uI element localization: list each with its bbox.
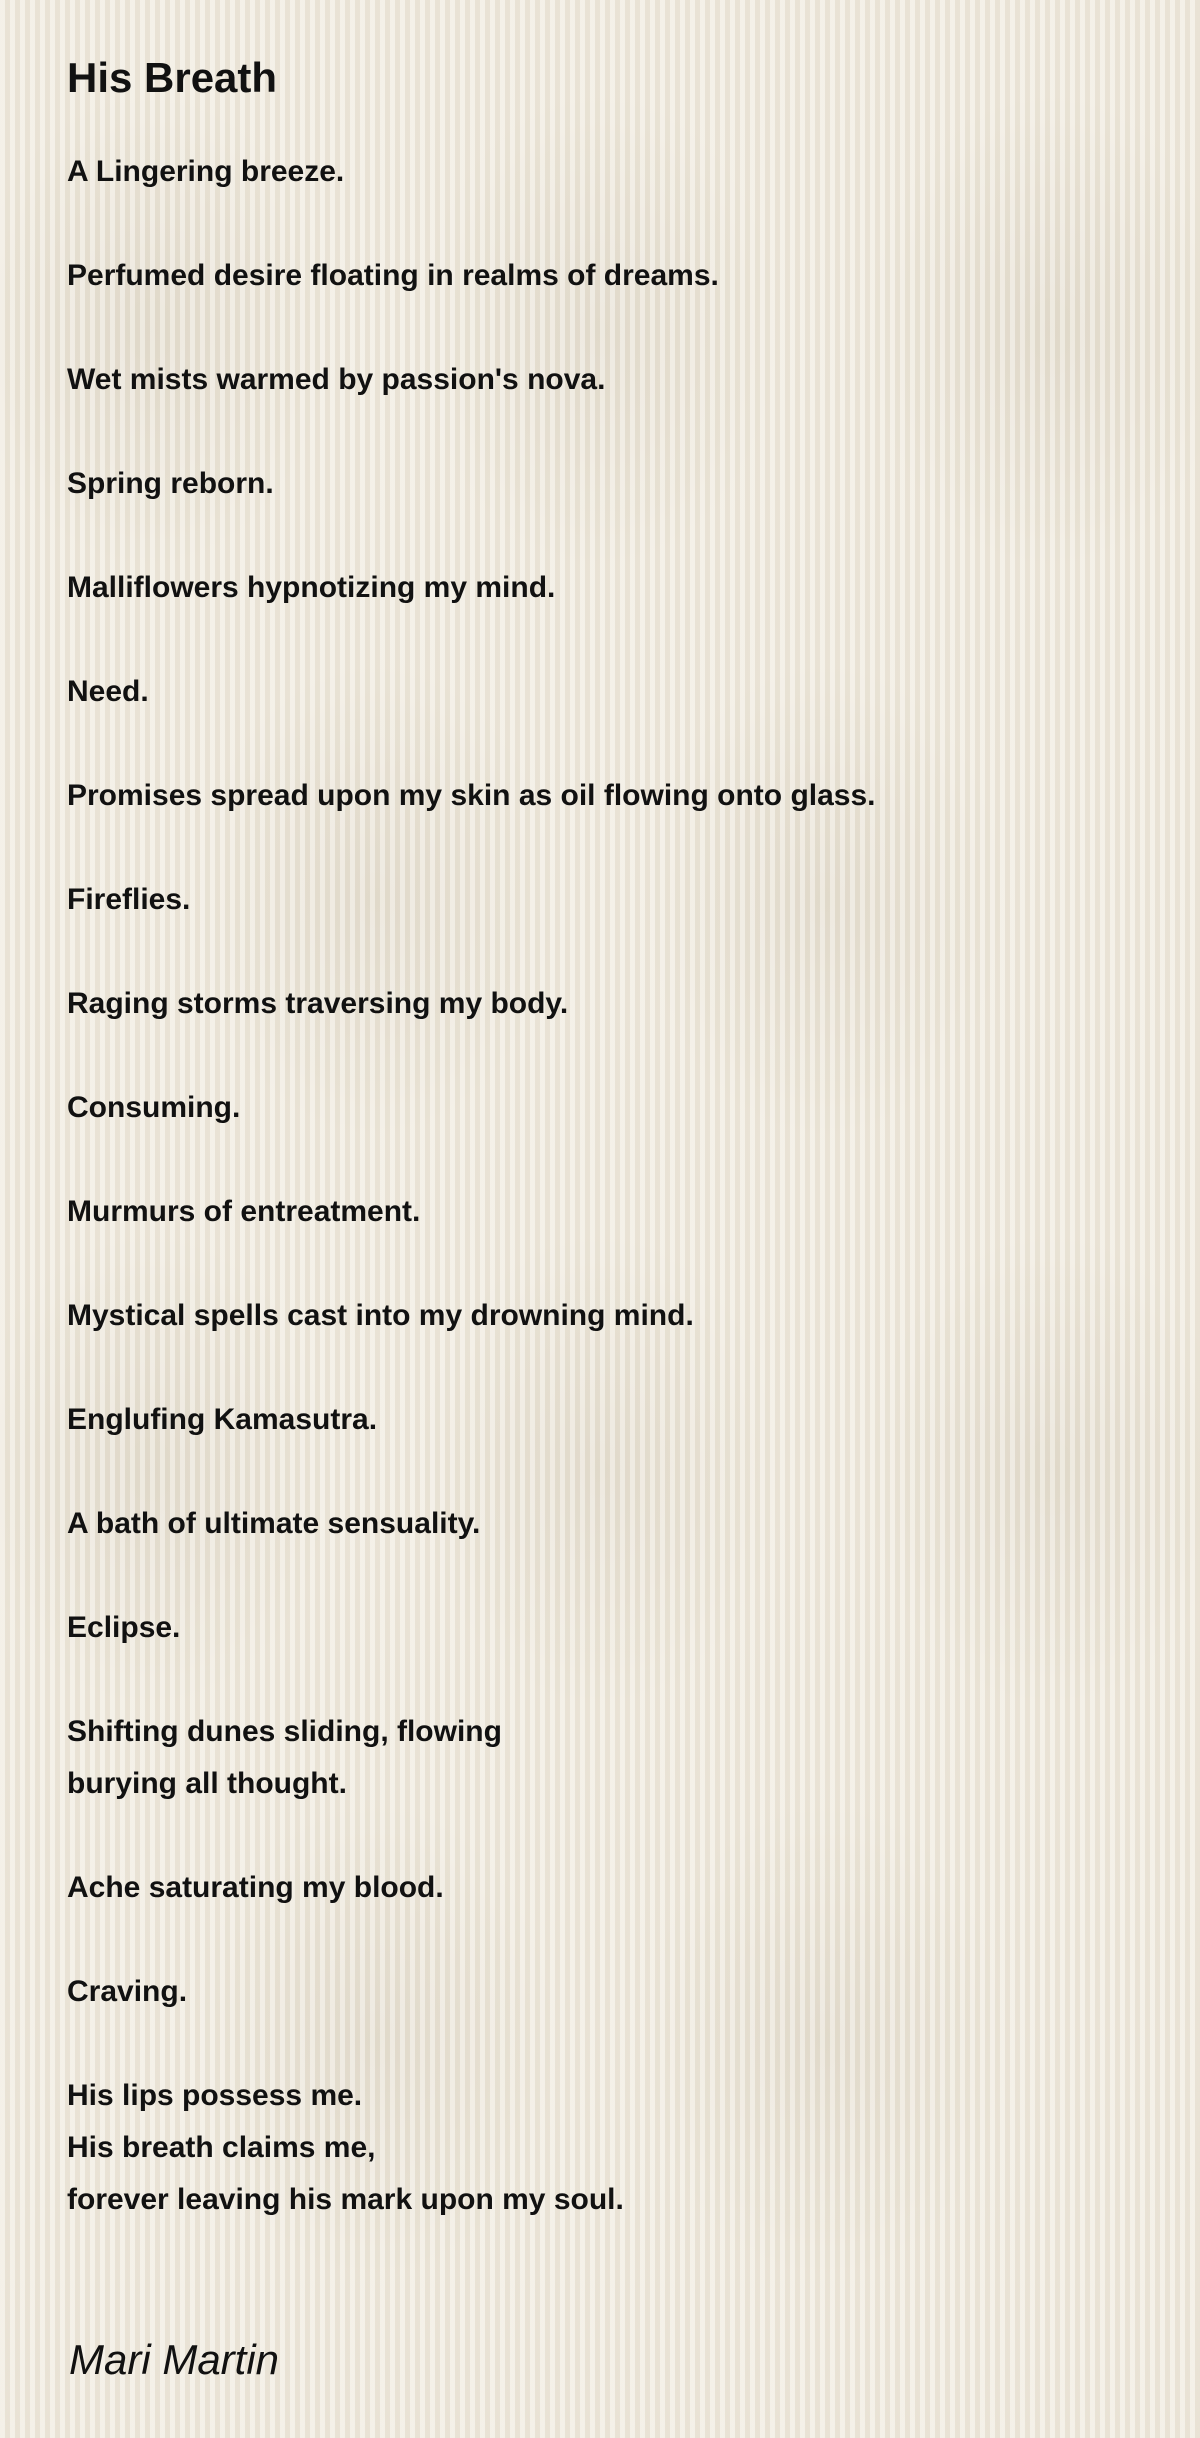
- poem-line: His breath claims me,: [67, 2131, 376, 2164]
- poem-line: Need.: [67, 675, 149, 708]
- poem-line: Craving.: [67, 1975, 188, 2008]
- poem-stanza: [67, 1290, 1147, 1342]
- poem-line: burying all thought.: [67, 1767, 347, 1800]
- poem-body: [67, 146, 1147, 2278]
- poem-line: Eclipse.: [67, 1611, 181, 1644]
- poem-line: A Lingering breeze.: [67, 155, 345, 188]
- poem-stanza: [67, 1862, 1147, 1914]
- poem-line: Raging storms traversing my body.: [67, 987, 569, 1020]
- poem-line: Murmurs of entreatment.: [67, 1195, 421, 1228]
- poem-stanza: [67, 1186, 1147, 1238]
- poem-line: Promises spread upon my skin as oil flowing onto glass.: [67, 779, 876, 812]
- poem-stanza: [67, 250, 1147, 302]
- poem-line: Englufing Kamasutra.: [67, 1403, 378, 1436]
- poem-stanza: [67, 1394, 1147, 1446]
- poem-stanza: [67, 1706, 1147, 1810]
- poem-stanza: [67, 1966, 1147, 2018]
- poem-stanza: [67, 666, 1147, 718]
- poem-line: Shifting dunes sliding, flowing: [67, 1715, 502, 1748]
- poem-line: Malliflowers hypnotizing my mind.: [67, 571, 556, 604]
- poem-line: Ache saturating my blood.: [67, 1871, 444, 1904]
- poem-stanza: [67, 562, 1147, 614]
- poem-stanza: [67, 1498, 1147, 1550]
- poem-stanza: [67, 1082, 1147, 1134]
- poem-line: Spring reborn.: [67, 467, 274, 500]
- poem-line: Perfumed desire floating in realms of dreams.: [67, 259, 719, 292]
- poem-line: A bath of ultimate sensuality.: [67, 1507, 481, 1540]
- poem-stanza: [67, 1602, 1147, 1654]
- poem-line: His lips possess me.: [67, 2079, 363, 2112]
- poem-author: Mari Martin: [69, 2336, 280, 2383]
- poem-stanza: [67, 874, 1147, 926]
- poem-line: forever leaving his mark upon my soul.: [67, 2183, 624, 2216]
- poem-line: Wet mists warmed by passion's nova.: [67, 363, 606, 396]
- poem-stanza: [67, 978, 1147, 1030]
- poem-line: Fireflies.: [67, 883, 191, 916]
- poem-title: His Breath: [67, 54, 278, 101]
- poem-stanza: [67, 146, 1147, 198]
- poem-stanza: [67, 354, 1147, 406]
- poem-line: Consuming.: [67, 1091, 241, 1124]
- poem-stanza: [67, 458, 1147, 510]
- poem-stanza: [67, 2070, 1147, 2226]
- poem-stanza: [67, 770, 1147, 822]
- poem-line: Mystical spells cast into my drowning mind.: [67, 1299, 694, 1332]
